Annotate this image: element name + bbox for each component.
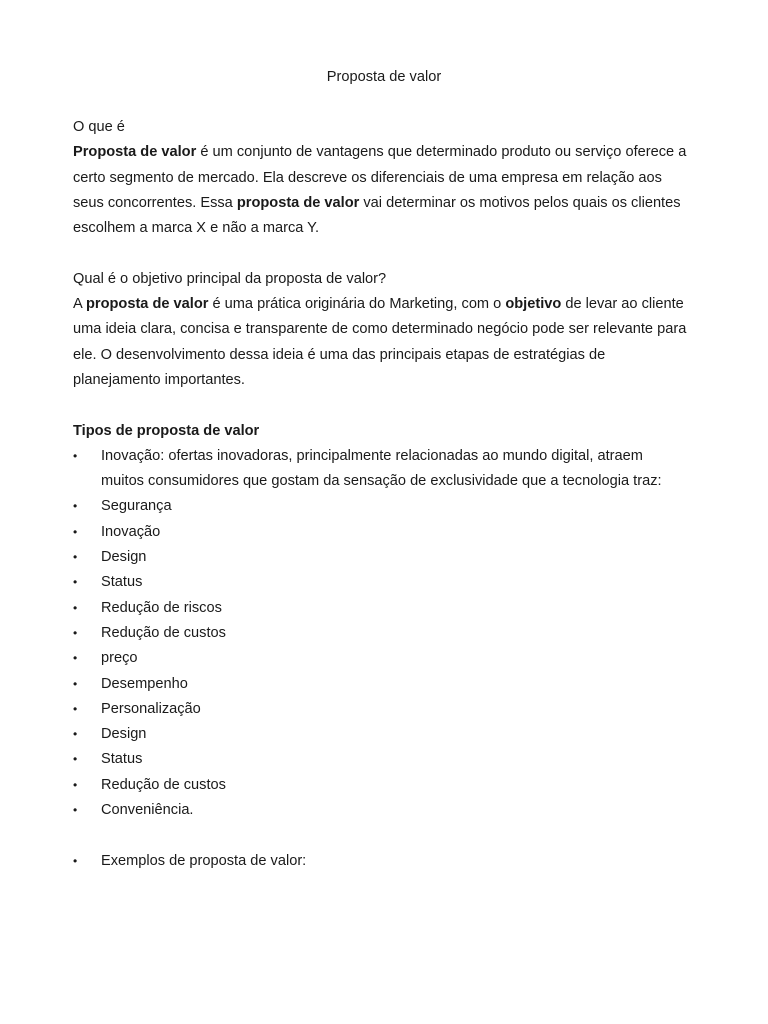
bullet-icon: •	[73, 499, 78, 514]
list-item-text: Conveniência.	[101, 802, 194, 819]
bullet-icon: •	[73, 575, 78, 590]
list-item-text: Exemplos de proposta de valor:	[101, 852, 307, 869]
list-item	[73, 444, 688, 495]
spacer	[73, 393, 688, 418]
bullet-icon: •	[73, 524, 78, 539]
list-item	[73, 697, 688, 722]
list-item-text: Personalização	[101, 700, 201, 717]
bullet-icon: •	[73, 803, 78, 818]
list-item-text: Design	[101, 726, 147, 743]
list-item	[73, 849, 688, 874]
bold-term: Proposta de valor	[73, 144, 197, 161]
list-item-text: preço	[101, 650, 138, 667]
list-item-text: Design	[101, 549, 147, 566]
bold-term: objetivo	[505, 296, 562, 313]
paragraph-objective	[73, 292, 688, 393]
list-item-text: Inovação: ofertas inovadoras, principalmente relacionadas ao mundo digital, atraem muitos consumidores que gostam da sensação de exclusividade que a tecnologia traz:	[101, 447, 662, 490]
bullet-icon: •	[73, 701, 78, 716]
list-item	[73, 773, 688, 798]
section-heading-objetivo: Qual é o objetivo principal da proposta de valor?	[73, 270, 387, 287]
list-item	[73, 672, 688, 697]
paragraph-text: de levar ao cliente uma ideia clara, concisa e transparente de como determinado negócio pode ser relevante para ele. O desenvolvimento dessa ideia é uma das principais etapas de estratégias de planejamento importantes.	[73, 296, 687, 388]
bullet-icon: •	[73, 853, 78, 868]
bullet-list-tipos	[73, 444, 688, 823]
list-item	[73, 621, 688, 646]
bullet-icon: •	[73, 651, 78, 666]
paragraph-text: é uma prática originária do Marketing, com o	[208, 296, 506, 313]
list-item-text: Status	[101, 574, 143, 591]
list-item	[73, 596, 688, 621]
list-item	[73, 747, 688, 772]
bullet-icon: •	[73, 625, 78, 640]
list-item	[73, 520, 688, 545]
bold-term: proposta de valor	[85, 296, 209, 313]
list-item-text: Redução de custos	[101, 776, 226, 793]
bold-heading: Tipos de proposta de valor	[73, 422, 260, 439]
spacer	[73, 241, 688, 266]
list-item	[73, 545, 688, 570]
spacer	[73, 823, 688, 848]
section-heading-o-que-e: O que é	[73, 119, 125, 135]
bullet-icon: •	[73, 727, 78, 742]
list-item-text: Desempenho	[101, 675, 188, 692]
paragraph-text: é um conjunto de vantagens que determinado produto ou serviço oferece a certo segmento de mercado. Ela descreve os diferenciais de uma empresa em relação aos seus concorrentes. Essa	[73, 144, 687, 211]
list-item	[73, 798, 688, 823]
section-heading-tipos	[73, 419, 688, 444]
bullet-icon: •	[73, 752, 78, 767]
list-item-text: Redução de riscos	[101, 599, 222, 616]
list-item	[73, 494, 688, 519]
list-item	[73, 722, 688, 747]
bold-term: proposta de valor	[236, 194, 360, 211]
bullet-icon: •	[73, 600, 78, 615]
bullet-list-exemplos	[73, 849, 688, 874]
paragraph-text: vai determinar os motivos pelos quais os clientes escolhem a marca X e não a marca Y.	[73, 194, 681, 237]
paragraph-text: A	[73, 296, 86, 313]
document-title: Proposta de valor	[326, 69, 442, 85]
bullet-icon: •	[73, 448, 78, 463]
list-item-text: Segurança	[101, 498, 172, 515]
list-item-text: Redução de custos	[101, 624, 226, 641]
list-item	[73, 570, 688, 595]
list-item	[73, 646, 688, 671]
paragraph-definition	[73, 140, 688, 241]
list-item-text: Status	[101, 751, 143, 768]
bullet-icon: •	[73, 550, 78, 565]
bullet-icon: •	[73, 777, 78, 792]
list-item-text: Inovação	[101, 523, 161, 540]
bullet-icon: •	[73, 676, 78, 691]
